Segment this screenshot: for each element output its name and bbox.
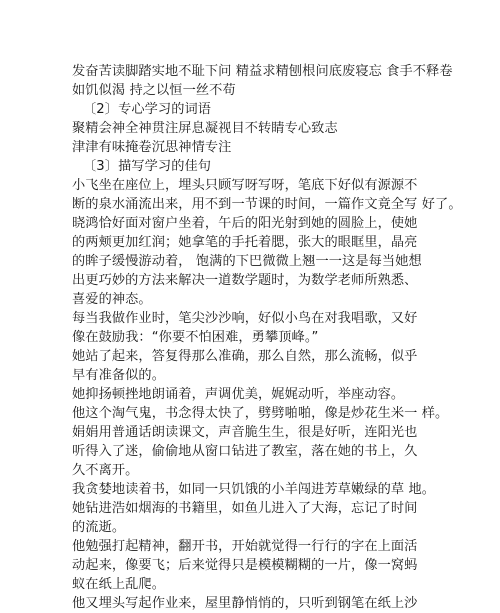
text-line: 喜爱的神态。 xyxy=(72,292,152,307)
text-line: 蚁在纸上乱爬。 xyxy=(72,577,166,592)
text-line: 每当我做作业时，笔尖沙沙响，好似小鸟在对我唱歌，又好 xyxy=(72,311,418,326)
text-line: 他又埋头写起作业来，屋里静悄悄的，只听到钢笔在纸上沙 xyxy=(72,596,418,611)
text-line: 她站了起来，答复得那么准确，那么自然，那么流畅，似乎 xyxy=(72,349,418,364)
text-line: 出更巧妙的方法来解决一道数学题时，为数学老师所熟悉、 xyxy=(72,273,418,288)
text-line: 津津有味掩卷沉思神情专注 xyxy=(72,140,232,155)
text-line: 晓鸿恰好面对窗户坐着，午后的阳光射到她的圆脸上，使她 xyxy=(72,216,418,231)
text-line: 早有准备似的。 xyxy=(72,368,166,383)
text-line: 她钻进浩如烟海的书籍里，如鱼儿进入了大海，忘记了时间 xyxy=(72,501,418,516)
text-line: 他这个淘气鬼，书念得太快了，劈劈啪啪，像是炒花生米一 样。 xyxy=(72,406,449,421)
text-line: 聚精会神全神贯注屏息凝视目不转睛专心致志 xyxy=(72,121,338,136)
text-line: 我贪婪地读着书，如同一只饥饿的小羊闯进芳草嫩绿的草 地。 xyxy=(72,482,436,497)
text-line: 如饥似渴 持之以恒一丝不苟 xyxy=(72,83,236,98)
text-line: 断的泉水涌流出来，用不到一节课的时间，一篇作文竟全写 好了。 xyxy=(72,197,462,212)
text-line: 久不离开。 xyxy=(72,463,139,478)
text-line: 小飞坐在座位上，埋头只顾写呀写呀，笔底下好似有源源不 xyxy=(72,178,418,193)
section-heading: 〔2〕专心学习的词语 xyxy=(83,102,212,117)
text-line: 娟娟用普通话朗读课文，声音脆生生，很是好听，连阳光也 xyxy=(72,425,418,440)
text-line: 他勉强打起精神，翻开书，开始就觉得一行行的字在上面活 xyxy=(72,539,418,554)
text-line: 她抑扬顿挫地朗诵着，声调优美，娓娓动听，举座动容。 xyxy=(72,387,405,402)
text-line: 的眸子缓慢游动着， 饱满的下巴微微上翘一一这是每当她想 xyxy=(72,254,422,269)
section-heading: 〔3〕描写学习的佳句 xyxy=(83,159,212,174)
text-line: 的流逝。 xyxy=(72,520,126,535)
text-line: 动起来，像要飞；后来觉得只是模模糊糊的一片，像一窝蚂 xyxy=(72,558,418,573)
text-line: 的两颊更加红润；她拿笔的手托着腮，张大的眼眶里，晶亮 xyxy=(72,235,418,250)
text-line: 像在鼓励我：“你要不怕困难，勇攀顶峰。” xyxy=(72,330,319,345)
text-line: 发奋苦读脚踏实地不耻下问 精益求精刨根问底废寝忘 食手不释卷 xyxy=(72,64,453,79)
text-line: 听得入了迷，偷偷地从窗口钻进了教室，落在她的书上，久 xyxy=(72,444,418,459)
